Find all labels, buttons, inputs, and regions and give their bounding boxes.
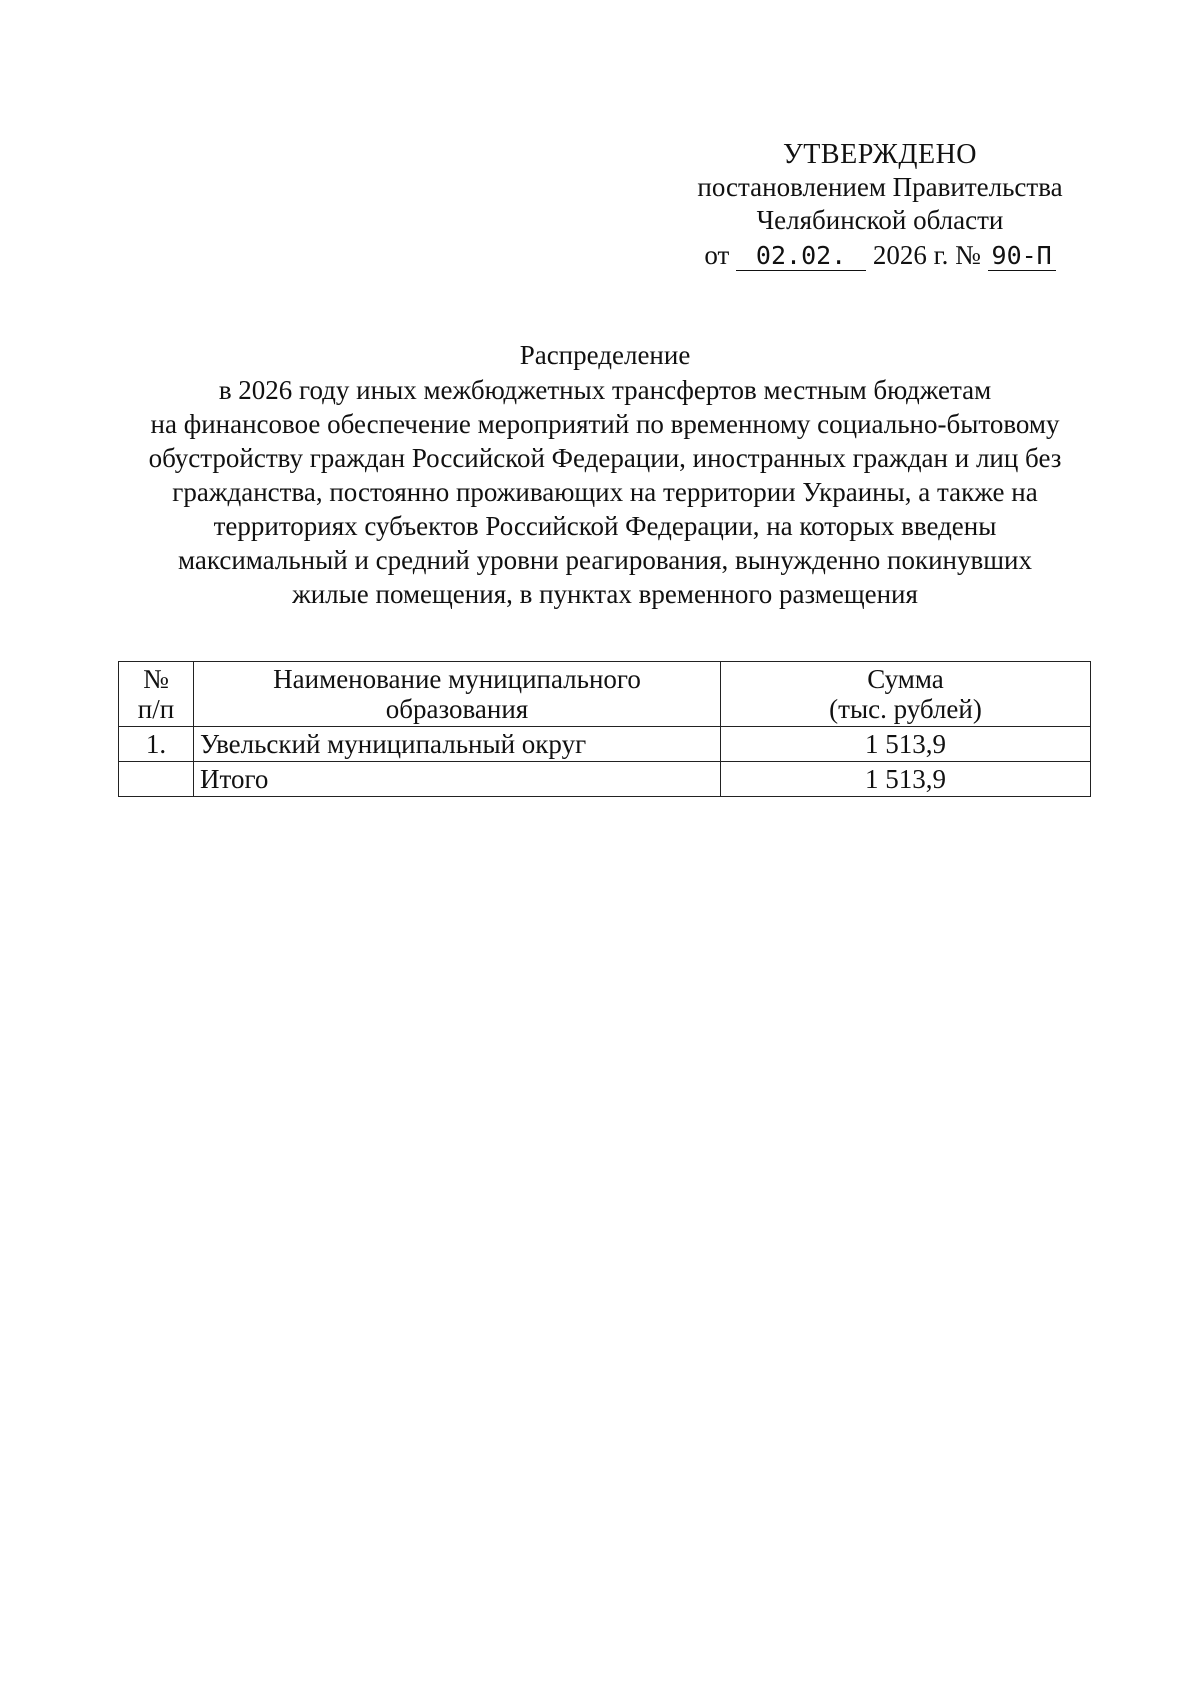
document-number: 90-П [988, 242, 1056, 271]
header-number-line-1: № [143, 664, 169, 694]
header-sum-line-2: (тыс. рублей) [829, 694, 982, 724]
subtitle-line: в 2026 году иных межбюджетных трансфертов местным бюджетам [218, 375, 992, 405]
subtitle-line: жилые помещения, в пунктах временного размещения [292, 579, 918, 609]
table-header-row [119, 662, 1091, 727]
subtitle-line: на финансовое обеспечение мероприятий по временному социально-бытовому [150, 409, 1060, 439]
subtitle-line: гражданства, постоянно проживающих на территории Украины, а также на [172, 477, 1038, 507]
approval-block [660, 138, 1100, 272]
approval-date: 02.02. [736, 242, 866, 271]
header-number [119, 662, 194, 727]
document-heading [110, 338, 1100, 611]
table-total-row [119, 762, 1091, 797]
header-municipality-line-1: Наименование муниципального [273, 664, 641, 694]
total-label: Итого [194, 762, 721, 797]
header-sum-line-1: Сумма [867, 664, 944, 694]
total-sum: 1 513,9 [721, 762, 1091, 797]
header-sum [721, 662, 1091, 727]
header-number-line-2: п/п [137, 694, 175, 724]
row-municipality: Увельский муниципальный округ [194, 727, 721, 762]
row-number: 1. [119, 727, 194, 762]
distribution-table [118, 661, 1091, 797]
row-number [119, 762, 194, 797]
row-sum: 1 513,9 [721, 727, 1091, 762]
approval-line-1: постановлением Правительства [697, 172, 1063, 202]
date-prefix: от [704, 240, 730, 270]
year-text: 2026 г. № [872, 240, 981, 270]
subtitle-line: обустройству граждан Российской Федерации, иностранных граждан и лиц без [148, 443, 1062, 473]
subtitle-line: территориях субъектов Российской Федерации, на которых введены [213, 511, 997, 541]
document-title: Распределение [519, 340, 691, 370]
approval-line-2: Челябинской области [756, 205, 1004, 235]
header-municipality-line-2: образования [385, 694, 529, 724]
document-subtitle [110, 373, 1100, 611]
subtitle-line: максимальный и средний уровни реагирования, вынужденно покинувших [178, 545, 1032, 575]
table-row [119, 727, 1091, 762]
approved-stamp-text: УТВЕРЖДЕНО [782, 139, 978, 170]
approval-date-line [660, 239, 1100, 272]
header-municipality [194, 662, 721, 727]
